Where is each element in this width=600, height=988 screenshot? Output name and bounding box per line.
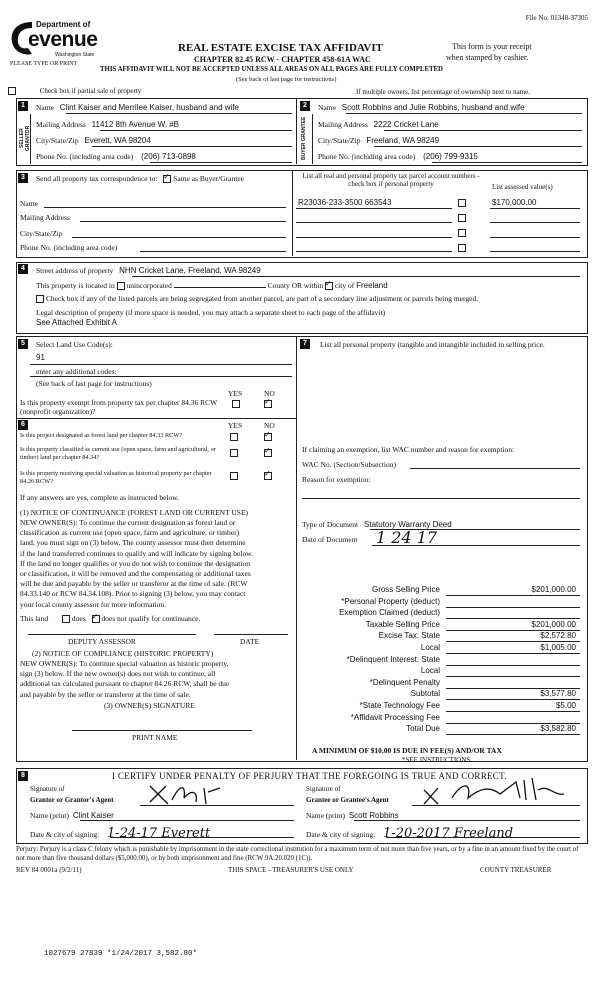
grantee-date-row [306,826,513,841]
send-correspondence-label: Send all property tax correspondence to: [36,174,158,183]
document-type-label: Type of Document [302,520,359,529]
notice-1-line: will be due and payable by the seller or transferor at the time of sale. (RCW [20,579,248,589]
notice-1-line: your local county assessor for more information. [20,599,167,609]
does-label: does [71,614,86,623]
current-use-question: Is this property classified as current use (open space, farm and agricultural, or timber) land per chapter 84.34? [20,446,216,461]
personal-property-label: List all personal property (tangible and intangible included in selling price. [320,340,545,349]
grantor-mail-row [36,120,179,129]
legal-description-label: Legal description of property (if more space is needed, you may attach a separate sheet to each page of the affidavit) [36,308,386,317]
sec3-phone-label: Phone No. (including area code) [20,243,118,252]
tax-row-value[interactable]: $201,000.00 [531,619,576,629]
deputy-date-label: DATE [240,637,260,646]
notice-1-line: classification as current use (open space, farm and agriculture, or timber) [20,528,240,538]
land-use-code[interactable]: 91 [36,353,45,362]
grantee-name-print-row [306,811,399,820]
assessed-value[interactable]: $170,000.00 [492,198,537,207]
grantor-city-row [36,136,151,145]
personal-property-checkbox-3[interactable] [458,229,466,237]
document-date[interactable]: 1 24 17 [376,528,438,547]
land-use-label: Select Land Use Code(s): [36,340,113,349]
assessed-header: List assessed value(s) [492,183,553,191]
form-title: REAL ESTATE EXCISE TAX AFFIDAVIT [178,42,383,54]
see-back-text: (See back of last page for instructions) [236,76,337,83]
section-8-badge: 8 [18,771,28,781]
notice-2-line: and payable by the seller or transferor at the time of sale. [20,689,191,699]
tax-row-label: *Affidavit Processing Fee [350,712,440,722]
grantee-city-label: City/State/Zip [318,136,361,145]
grantor-city[interactable]: Everett, WA 98204 [84,136,151,145]
notice-1-line: NEW OWNER(S): To continue the current designation as forest land or [20,518,236,527]
minimum-fee-note: A MINIMUM OF $10.00 IS DUE IN FEE(S) AND/OR TAX [312,746,502,755]
section-3-badge: 3 [18,173,28,183]
legal-description[interactable]: See Attached Exhibit A [36,318,117,327]
section-6-badge: 6 [18,420,28,430]
if-yes-note: If any answers are yes, complete as instructed below. [20,493,180,502]
grantor-name-print-row [30,811,114,820]
please-type: PLEASE TYPE OR PRINT [10,61,78,67]
owner-signature-label: (3) OWNER(S) SIGNATURE [104,701,195,710]
grantor-signature[interactable] [146,782,236,811]
grantee-city[interactable]: Freeland, WA 98249 [366,136,440,145]
grantor-date-city[interactable]: 1-24-17 Everett [107,826,211,841]
sec5-see-back: (See back of last page for instructions) [36,379,152,388]
grantee-mail-row [318,120,439,129]
tax-row-label: *Delinquent Interest: State [346,654,440,664]
section-4-badge: 4 [18,264,28,274]
tax-row-value[interactable]: $1,005.00 [540,643,576,652]
notice-2-line: additional tax calculated pursuant to chapter 84.26 RCW, shall be due [20,679,230,689]
grantee-phone-label: Phone No. (including area code) [318,152,416,161]
correspondence-row [36,174,244,183]
form-subtitle: CHAPTER 82.45 RCW - CHAPTER 458-61A WAC [194,55,371,64]
sec3-city-label: City/State/Zip [20,229,63,238]
grantee-city-row [318,136,439,145]
grantor-date-row [30,826,210,841]
notice-1-line: land, you must sign on (3) below. The county assessor must then determine [20,538,246,548]
grantor-mail[interactable]: 11412 8th Avenue W. #B [91,120,179,129]
county-treasurer-label: COUNTY TREASURER [480,866,552,874]
logo-state: Washington State [55,52,95,58]
notice-1-text [20,518,253,610]
segregated-label: Check box if any of the listed parcels are being segregated from another parcel, are part of a secondary line adjustment or parcels being merged. [45,294,479,303]
see-instructions-note: *SEE INSTRUCTIONS [402,756,471,764]
grantee-sig-of: Signature of [306,785,341,793]
unincorporated-checkbox[interactable] [117,282,125,290]
seller-grantor-label: SELLER GRANTOR [19,125,31,151]
grantor-phone-row [36,152,196,161]
tax-row-label: *Personal Property (deduct) [341,596,440,606]
tax-row-label: Gross Selling Price [371,585,440,594]
tax-row-value[interactable]: $3,582.80 [540,724,576,734]
grantee-date-label: Date & city of signing: [306,830,376,839]
notice-1-line: or classification, it will be removed and the compensating or additional taxes [20,569,251,579]
document-type[interactable]: Statutory Warranty Deed [364,520,452,529]
tax-row-value[interactable]: $2,572.80 [540,631,576,641]
same-as-buyer-checkbox[interactable] [163,175,171,183]
grantor-sig-of: Signature of [30,785,65,793]
grantor-name-print-label: Name (print) [30,811,69,820]
claiming-exemption-label: If claiming an exemption, list WAC number and reason for exemption: [302,445,515,454]
within-city-checkbox[interactable] [325,282,333,290]
forest-no-checkbox[interactable] [264,433,272,441]
tax-row-label: *Delinquent Penalty [369,677,440,687]
current-use-yes-checkbox[interactable] [230,449,238,457]
personal-property-checkbox-1[interactable] [458,199,466,207]
warning-text: THIS AFFIDAVIT WILL NOT BE ACCEPTED UNLESS ALL AREAS ON ALL PAGES ARE FULLY COMPLETED [100,66,443,73]
form-revision: REV 84 0001a (9/2/11) [16,866,82,874]
logo-name: evenue [28,28,98,51]
notice-1-line: 84.33.140 or RCW 84.34.108). Prior to signing (3) below, you may contact [20,589,246,599]
section-1-badge: 1 [18,101,28,111]
grantee-name-print-label: Name (print) [306,811,345,820]
parcel-list-header: List all real and personal property tax parcel account numbers - check box if personal property [302,172,480,188]
historic-question: Is this property receiving special valuation as historical property per chapter 84.26 RCW? [20,470,212,485]
tax-row-value[interactable]: $3,577.80 [540,689,576,699]
historic-yes-checkbox[interactable] [230,472,238,480]
certify-statement: I CERTIFY UNDER PENALTY OF PERJURY THAT THE FOREGOING IS TRUE AND CORRECT. [112,771,507,781]
tax-row-label: Local [420,643,440,652]
sec3-mail-label: Mailing Address [20,213,70,222]
does-checkbox[interactable] [62,615,70,623]
tax-row-label: *State Technology Fee [359,701,440,710]
does-not-label: does not [101,614,127,623]
tax-row-label: Exemption Claimed (deduct) [339,608,440,618]
sec5-no-header: NO [264,389,275,398]
grantor-name[interactable]: Clint Kaiser and Merrilee Kaiser, husband and wife [59,103,240,112]
grantee-phone-row [318,152,478,161]
section-2-badge: 2 [300,101,310,111]
notice-1-title: (1) NOTICE OF CONTINUANCE (FOREST LAND OR CURRENT USE) [20,508,249,517]
notice-2-line: sign (3) below. If the new owner(s) does not wish to continue, all [20,669,216,679]
personal-property-checkbox-2[interactable] [458,214,466,222]
tax-row-label: Taxable Selling Price [365,619,440,629]
tax-row-label: Local [420,666,440,676]
personal-property-checkbox-4[interactable] [458,244,466,252]
exempt-no-checkbox[interactable] [264,400,272,408]
located-label: This property is located in [36,281,115,290]
forest-question: Is this project designated as forest land per chapter 84.33 RCW? [20,432,183,439]
forest-yes-checkbox[interactable] [230,433,238,441]
notice-1-line: if the land transferred continues to qualify and will indicate by signing below. [20,548,253,558]
segregated-checkbox[interactable] [36,295,44,303]
notice-1-line: If the land no longer qualifies or you do not wish to continue the designation [20,558,250,568]
print-name-label: PRINT NAME [132,733,178,742]
grantee-agent-label: Grantee or Grantee's Agent [306,796,389,804]
tax-row-label: Total Due [406,724,440,734]
logo-dept: Department of [36,20,91,29]
section-7-badge: 7 [300,339,310,349]
wac-label: WAC No. (Section/Subsection) [302,460,396,469]
grantee-signature[interactable] [420,776,570,808]
sec5-yes-header: YES [228,389,243,398]
grantor-phone[interactable]: (206) 713-0898 [141,152,196,161]
tax-row-label: Subtotal [410,689,440,699]
street-row [36,266,261,275]
sec6-no-header: NO [264,421,275,430]
historic-no-checkbox[interactable] [264,472,272,480]
perjury-statement: Perjury: Perjury is a class C felony which is punishable by imprisonment in the state correctional institution for a maximum term of not more than five years, or by a fine in an amount fixed by the court of not more than five thousand dollars ($5,000.00), or by both imprisonment and fine (RCW 9A.20.020 (1C)). [16,846,579,862]
document-date-label: Date of Document [302,535,358,544]
does-not-checkbox[interactable] [92,615,100,623]
notice-2-text [20,659,229,700]
exempt-question: Is this property exempt from property tax per chapter 84.36 RCW (nonprofit organization)? [20,398,218,416]
street-address[interactable]: NHN Cricket Lane, Freeland, WA 98249 [119,266,261,275]
partial-sale-checkbox[interactable] [8,87,16,95]
tax-row-value[interactable]: $5.00 [555,701,576,710]
grantor-name-row [36,103,239,112]
grantor-print-name[interactable]: Clint Kaiser [72,811,114,820]
grantee-name-label: Name [318,103,336,112]
receipt-note-2: when stamped by cashier. [446,53,529,62]
grantee-name[interactable]: Scott Robbins and Julie Robbins, husband and wife [341,103,525,112]
section-5-badge: 5 [18,339,28,349]
grantee-mail-label: Mailing Address [318,120,368,129]
grantee-phone[interactable]: (206) 799-9315 [423,152,478,161]
street-label: Street address of property [36,266,114,275]
grantor-phone-label: Phone No. (including area code) [36,152,134,161]
grantor-agent-label: Grantor or Grantor's Agent [30,796,114,804]
tax-row-label: Excise Tax: State [378,631,440,641]
treasurer-space-label: THIS SPACE - TREASURER'S USE ONLY [228,866,354,874]
segregated-row [36,294,478,303]
grantee-date-city[interactable]: 1-20-2017 Freeland [383,826,514,841]
multiple-owners-note: If multiple owners, list percentage of ownership next to name. [356,88,530,96]
continuance-row [20,614,200,623]
receipt-note-1: This form is your receipt [452,42,532,51]
reason-label: Reason for exemption: [302,475,371,484]
same-as-buyer-label: Same as Buyer/Grantee [173,174,244,183]
property-city[interactable]: Freeland [356,281,388,290]
deputy-assessor-label: DEPUTY ASSESSOR [68,637,136,646]
unincorporated-label: unincorporated [126,281,172,290]
current-use-no-checkbox[interactable] [264,449,272,457]
grantee-mail[interactable]: 2222 Cricket Lane [373,120,439,129]
additional-codes-label: enter any additional codes: [36,367,117,376]
file-number: File No: 01348-37305 [525,14,588,22]
notice-2-title: (2) NOTICE OF COMPLIANCE (HISTORIC PROPERTY) [32,649,214,658]
notice-2-line: NEW OWNER(S): To continue special valuation as historic property, [20,659,229,668]
exempt-yes-checkbox[interactable] [232,400,240,408]
grantor-mail-label: Mailing Address [36,120,86,129]
county-or-label: County OR within [267,281,324,290]
grantor-date-label: Date & city of signing: [30,830,100,839]
grantor-city-label: City/State/Zip [36,136,79,145]
grantor-name-label: Name [36,103,54,112]
treasurer-receipt-stamp: 1027679 27839 *1/24/2017 3,582.80* [44,950,198,958]
qualify-label: qualify for continuance. [128,614,201,623]
buyer-grantee-label: BUYER GRANTEE [301,116,307,160]
sec3-name-label: Name [20,199,38,208]
this-land-label: This land [20,614,49,623]
grantee-print-name[interactable]: Scott Robbins [348,811,399,820]
located-row [36,281,388,290]
tax-row-value[interactable]: $201,000.00 [531,585,576,594]
parcel-number[interactable]: R23036-233-3500 663543 [298,198,392,207]
sec6-yes-header: YES [228,421,243,430]
partial-sale-row [8,87,141,95]
grantee-name-row [318,103,525,112]
partial-sale-label: Check box if partial sale of property [39,87,142,95]
city-of-label: city of [334,281,355,290]
